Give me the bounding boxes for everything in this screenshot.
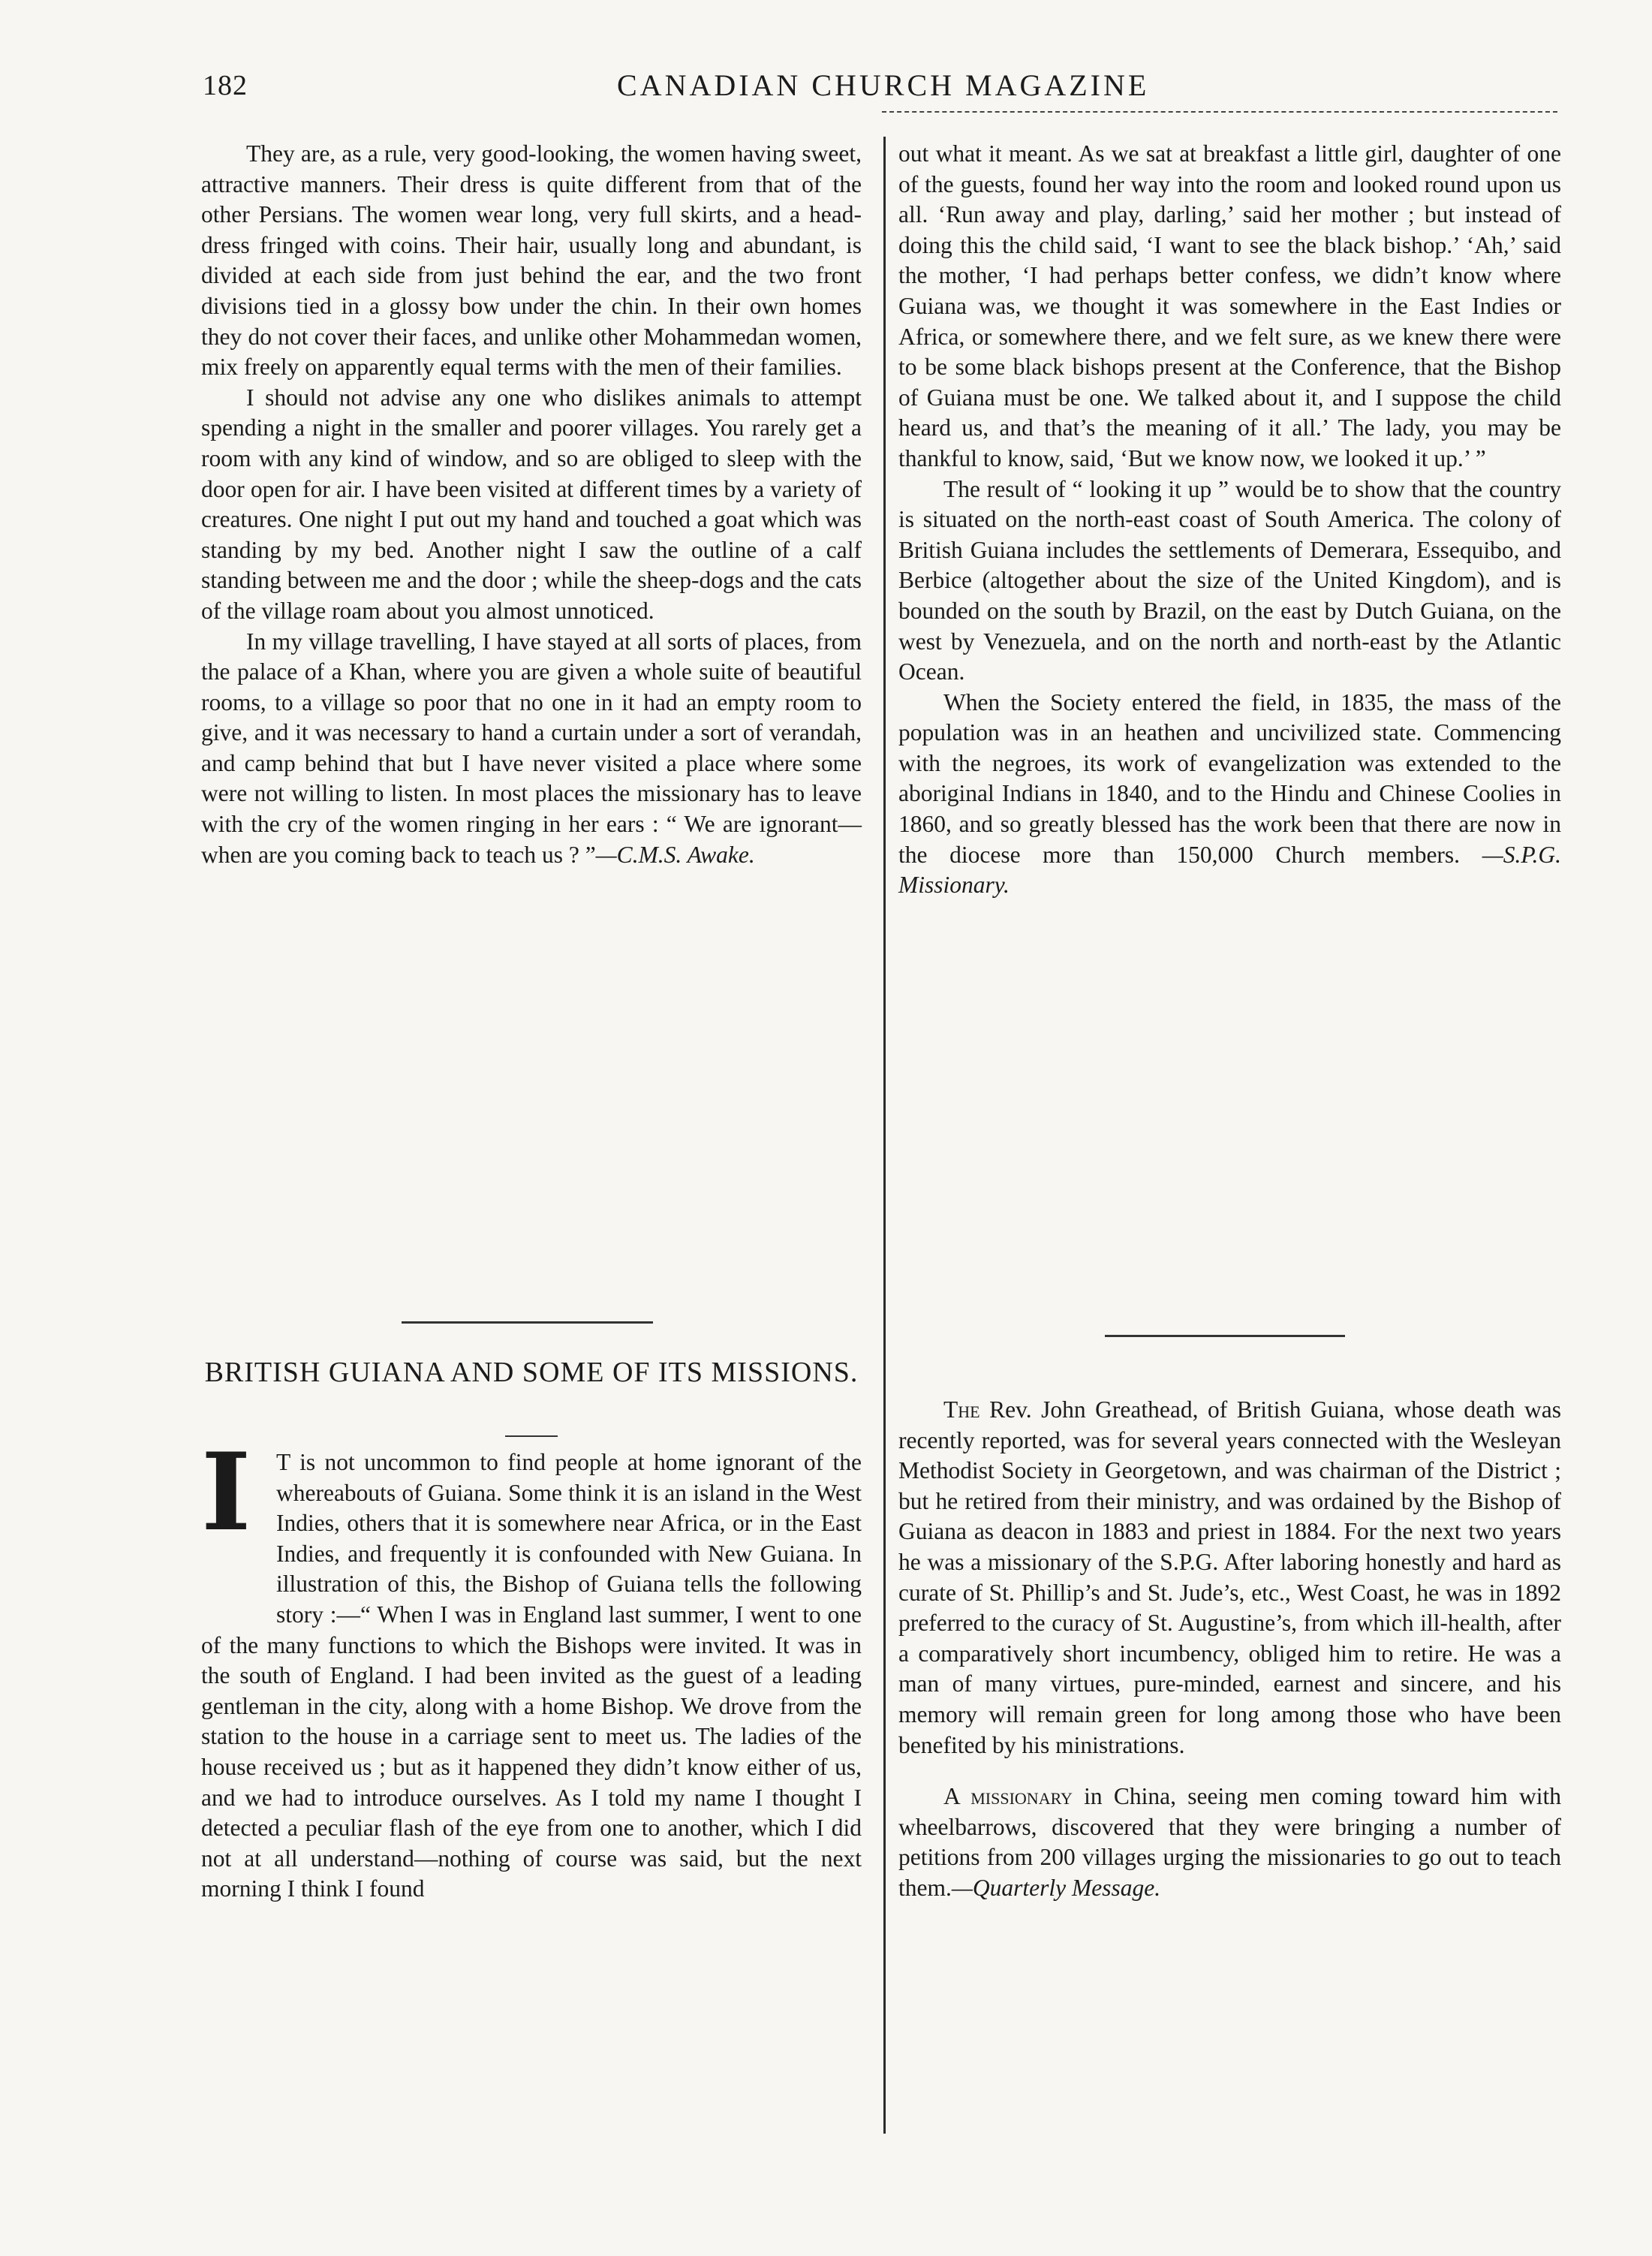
source-citation: —Quarterly Message. xyxy=(951,1874,1161,1901)
column-divider xyxy=(883,137,886,2134)
paragraph-text: When the Society entered the field, in 1835, the mass of the population was in an heathen and uncivilized state. Commencing with the negroes, its work of evangelization was extended to the aboriginal Indians in 1840, and to the Hindu and Chinese Coolies in 1860, and so greatly blessed has the work been that there are now in the diocese more than 150,000 Church members. xyxy=(898,688,1561,868)
paragraph-geography: The result of “ looking it up ” would be to show that the country is situated on the north-east coast of South America. The colony of British Guiana includes the settlements of Demerara, Essequibo, and Berbice (altogether about the size of the United Kingdom), and is bounded on the south by Brazil, on the east by Dutch Guiana, on the west by Venezuela, and on the north and north-east by the Atlantic Ocean. xyxy=(898,475,1561,685)
right-column-bottom xyxy=(898,1395,1561,1904)
paragraph-text: Rev. John Greathead, of British Guiana, whose death was recently reported, was for several years connected with the Wesleyan Methodist Society in Georgetown, and was chairman of the District ; but he retired from their ministry, and was ordained by the Bishop of Guiana as deacon in 1883 and priest in 1884. For the next two years he was a missionary of the S.P.G. After laboring honestly and hard as curate of St. Phillip’s and St. Jude’s, etc., West Coast, he was in 1892 preferred to the curacy of St. Augustine’s, from which ill-health, after a comparatively short incumbency, obliged him to retire. He was a man of many virtues, pure-minded, earnest and sincere, and his memory will remain green for long among those who have been benefited by his ministrations. xyxy=(898,1396,1562,1758)
left-column-top xyxy=(201,139,862,870)
header-rule xyxy=(882,111,1557,113)
paragraph-text: In my village travelling, I have stayed at all sorts of places, from the palace of a Khan, where you are given a whole suite of beautiful rooms, to a village so poor that no one in it had an empty room to give, and it was necessary to hand a curtain under a sort of verandah, and camp behind that but I have never visited a place where some were not willing to listen. In most places the missionary has to leave with the cry of the women ringing in her ears : “ We are ignorant—when are you coming back to teach us ? ” xyxy=(201,628,862,868)
section-separator-right xyxy=(1105,1335,1345,1337)
paragraph-black-bishop: out what it meant. As we sat at breakfast a little girl, daughter of one of the guests, found her way into the room and looked round upon us all. ‘Run away and play, darling,’ said her mother ; but instead of doing this the child said, ‘I want to see the black bishop.’ ‘Ah,’ said the mother, ‘I had perhaps better confess, we didn’t know where Guiana was, we thought it was somewhere in the East Indies or Africa, or somewhere there, and we felt sure, as we knew there were to be some black bishops present at the Conference, that the Bishop of Guiana must be one. We talked about it, and I suppose the child heard us, and that’s the meaning of it all.’ The lady, you may be thankful to know, said, ‘But we know now, we looked it up.’ ” xyxy=(898,140,1561,471)
right-column-top xyxy=(898,139,1561,901)
drop-cap: I xyxy=(201,1430,251,1555)
paragraph-text: in China, seeing men coming toward him with wheelbarrows, discovered that they were bringing a number of petitions from 200 villages urging the missionaries to go out to teach them. xyxy=(898,1783,1562,1901)
section-separator-left xyxy=(402,1321,653,1324)
lead-word: A missionary xyxy=(943,1783,1073,1810)
paragraph-society-history xyxy=(898,688,1561,901)
title-rule xyxy=(505,1435,558,1437)
paragraph-china-missionary xyxy=(898,1782,1561,1903)
page-number: 182 xyxy=(203,70,248,101)
paragraph-persian-women: They are, as a rule, very good-looking, the women having sweet, attractive manners. Their dress is quite different from that of the other Persians. The women wear long, very full skirts, and a head-dress fringed with coins. Their hair, usually long and abundant, is divided at each side from just behind the ear, and the two front divisions tied in a glossy bow under the chin. In their own homes they do not cover their faces, and unlike other Mohammedan women, mix freely on apparently equal terms with the men of their families. xyxy=(201,140,862,381)
paragraph-text: T is not uncommon to find people at home ignorant of the whereabouts of Guiana. Some think it is an island in the West Indies, others that it is somewhere near Africa, or in the East Indies, and frequently it is confounded with New Guiana. In illustration of this, the Bishop of Guiana tells the following story :—“ When I was in England last summer, I went to one of the many functions to which the Bishops were invited. It was in the south of England. I had been invited as the guest of a leading gentleman in the city, along with a home Bishop. We drove from the station to the house in a carriage sent to meet us. The ladies of the house received us ; but as it happened they didn’t know either of us, and we had to introduce ourselves. As I told my name I thought I detected a peculiar flash of the eye from one to another, which I did not at all understand—nothing of course was said, but the next morning I think I found xyxy=(201,1449,862,1902)
paragraph-villages: I should not advise any one who dislikes animals to attempt spending a night in the smaller and poorer villages. You rarely get a room with any kind of window, and so are obliged to sleep with the door open for air. I have been visited at different times by a variety of creatures. One night I put out my hand and touched a goat which was standing by my bed. Another night I saw the outline of a calf standing between me and the door ; while the sheep-dogs and the cats of the village roam about you almost unnoticed. xyxy=(201,384,862,624)
magazine-title: CANADIAN CHURCH MAGAZINE xyxy=(617,68,1150,102)
paragraph-guiana-intro xyxy=(201,1430,862,1905)
left-column-bottom xyxy=(201,1430,862,1905)
section-title: BRITISH GUIANA AND SOME OF ITS MISSIONS. xyxy=(204,1357,859,1388)
source-citation: —C.M.S. Awake. xyxy=(595,841,755,868)
source-citation: —S.P.G. Missionary. xyxy=(898,841,1562,899)
paragraph-greathead xyxy=(898,1395,1561,1761)
paragraph-village-travelling xyxy=(201,627,862,871)
lead-word: The xyxy=(943,1396,980,1423)
